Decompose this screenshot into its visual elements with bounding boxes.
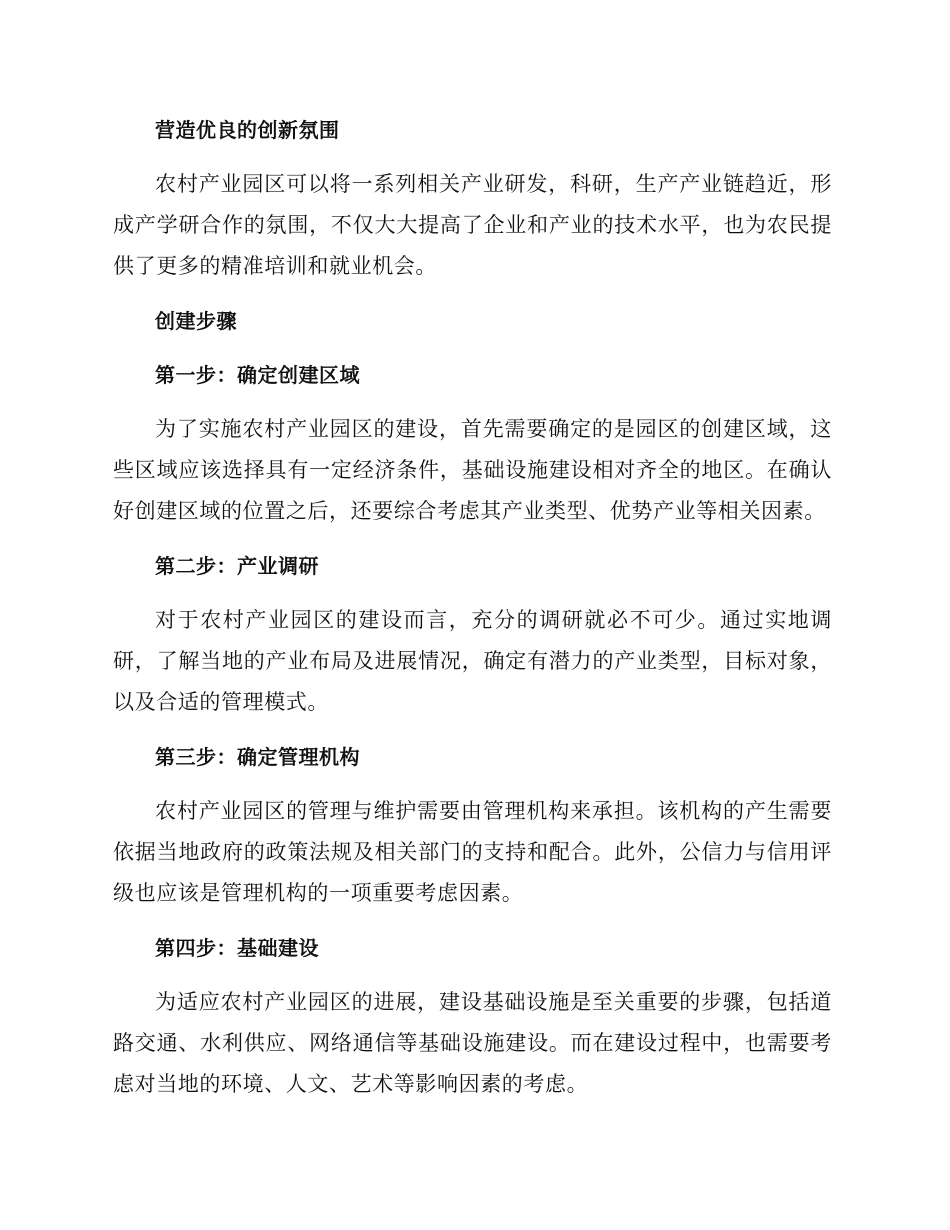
- section-paragraph-innovation: 农村产业园区可以将一系列相关产业研发，科研，生产产业链趋近，形成产学研合作的氛围，不仅大大提高了企业和产业的技术水平，也为农民提供了更多的精准培训和就业机会。: [113, 172, 832, 278]
- step-3-heading: 第三步：确定管理机构: [155, 745, 360, 769]
- step-4-paragraph: 为适应农村产业园区的进展，建设基础设施是至关重要的步骤，包括道路交通、水利供应、网络通信等基础设施建设。而在建设过程中，也需要考虑对当地的环境、人文、艺术等影响因素的考虑。: [113, 990, 832, 1096]
- steps-heading: 创建步骤: [155, 309, 237, 333]
- step-1-heading: 第一步：确定创建区域: [155, 363, 360, 387]
- step-2-heading: 第二步：产业调研: [155, 554, 319, 578]
- step-4-heading: 第四步：基础建设: [155, 936, 319, 960]
- step-1-paragraph: 为了实施农村产业园区的建设，首先需要确定的是园区的创建区域，这些区域应该选择具有一定经济条件，基础设施建设相对齐全的地区。在确认好创建区域的位置之后，还要综合考虑其产业类型、优势产业等相关因素。: [113, 417, 832, 523]
- section-heading-innovation: 营造优良的创新氛围: [155, 118, 340, 142]
- step-2-paragraph: 对于农村产业园区的建设而言，充分的调研就必不可少。通过实地调研，了解当地的产业布局及进展情况，确定有潜力的产业类型，目标对象，以及合适的管理模式。: [113, 608, 832, 714]
- step-3-paragraph: 农村产业园区的管理与维护需要由管理机构来承担。该机构的产生需要依据当地政府的政策法规及相关部门的支持和配合。此外，公信力与信用评级也应该是管理机构的一项重要考虑因素。: [113, 799, 832, 905]
